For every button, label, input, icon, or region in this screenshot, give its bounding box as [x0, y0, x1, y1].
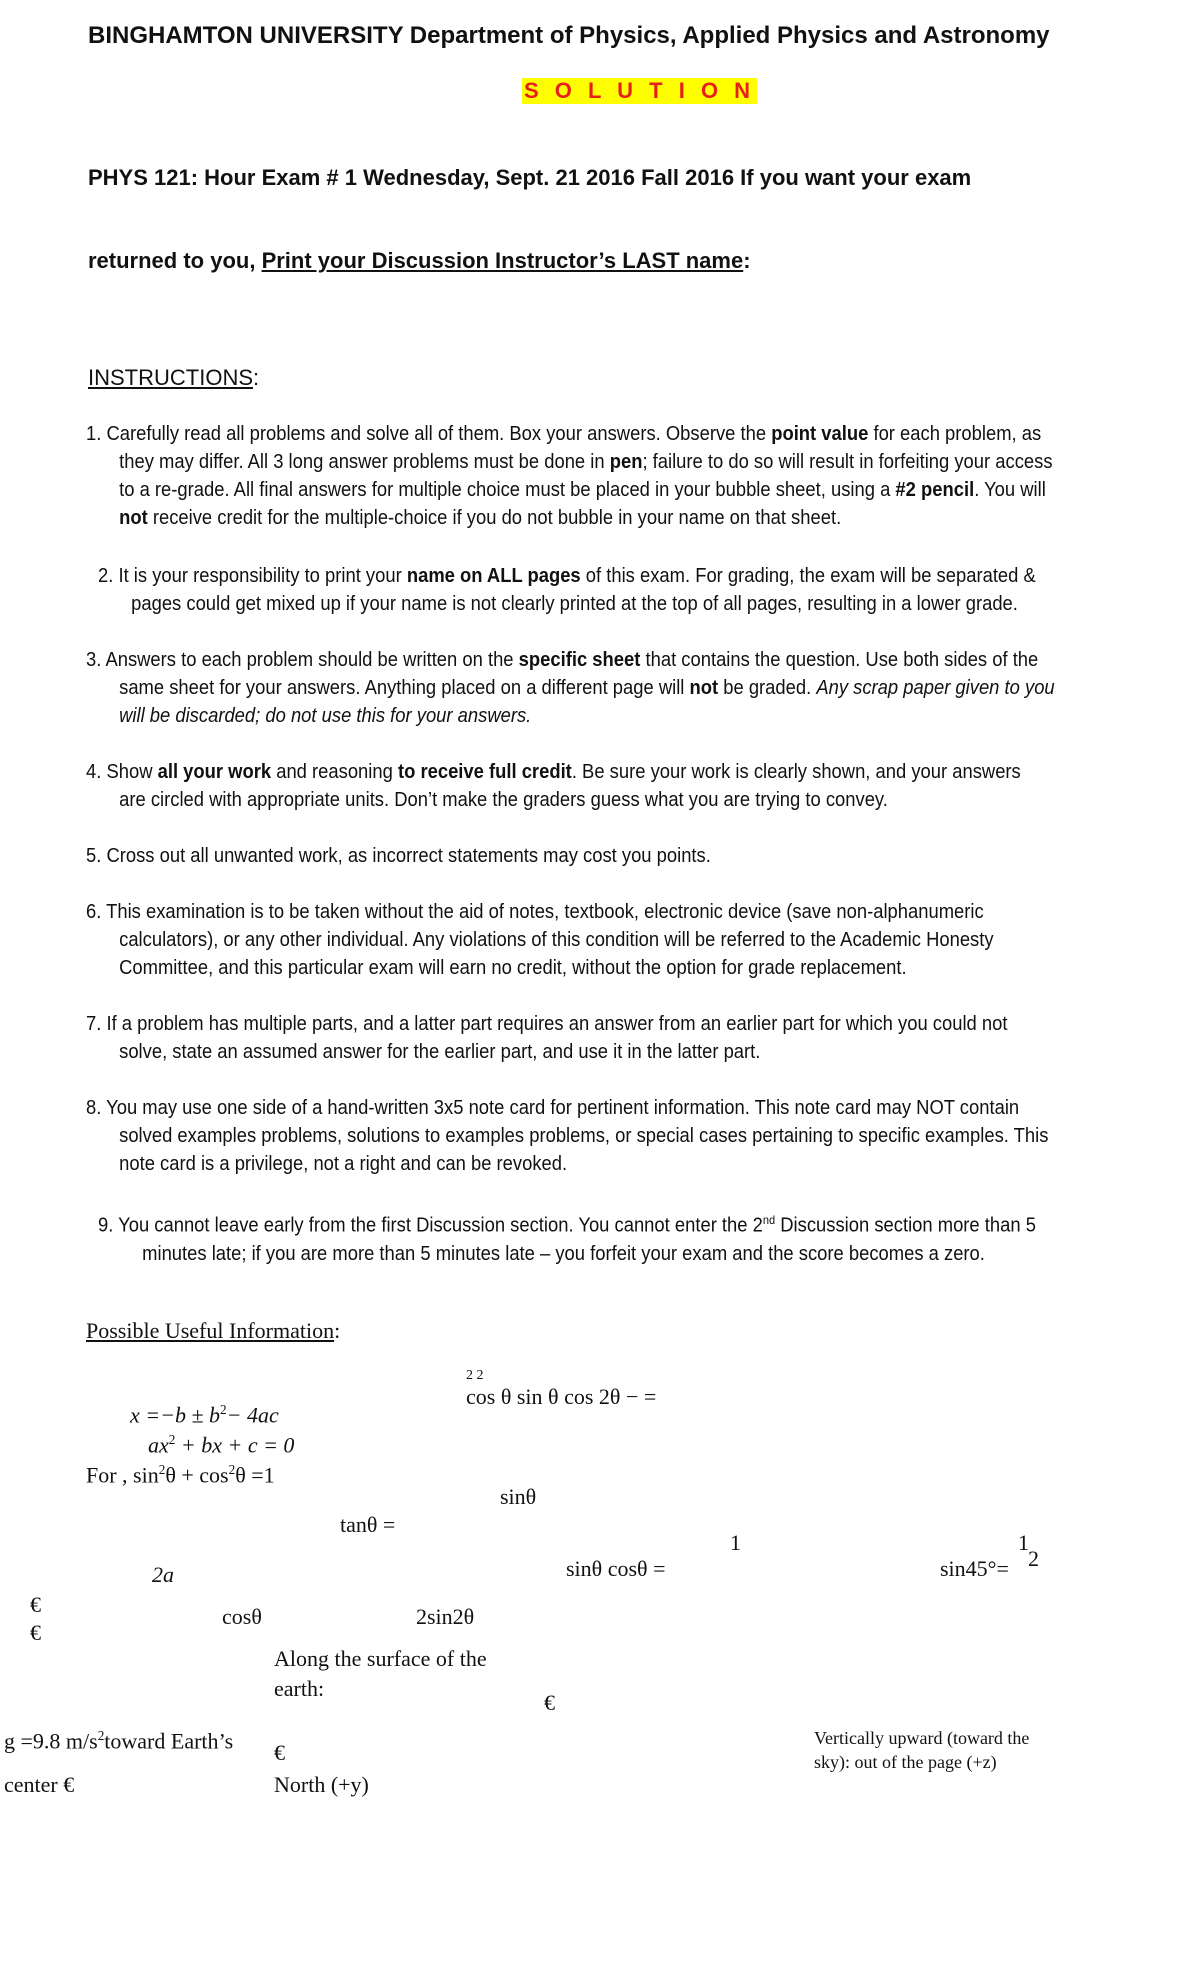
instruction-item-7: 7. If a problem has multiple parts, and a latter part requires an answer from an earlier part for which you could not solve, state an assumed answer for the earlier part, and use it in the latter part.	[86, 1013, 1008, 1063]
sin-cos-product: sinθ cosθ =	[566, 1556, 666, 1581]
instructor-name-prompt: Print your Discussion Instructor’s LAST name	[261, 248, 744, 273]
cos-double-angle-identity: cos θ sin θ cos 2θ − =	[466, 1384, 657, 1409]
instruction-item-2: 2. It is your responsibility to print your name on ALL pages of this exam. For grading, the exam will be separated & pages could get mixed up if your name is not clearly printed at the top of all pages, resulting in a lower grade.	[98, 565, 1036, 615]
returned-prefix: returned to you,	[88, 248, 262, 273]
euro-glyph-4: €	[274, 1740, 285, 1765]
returned-line	[88, 248, 751, 274]
vertical-direction-1: Vertically upward (toward the	[814, 1728, 1030, 1748]
euro-glyph-1: €	[30, 1592, 41, 1617]
denominator-2a: 2a	[152, 1562, 174, 1587]
cos-theta: cosθ	[222, 1604, 262, 1629]
useful-info-title: Possible Useful Information:	[86, 1318, 341, 1343]
exam-title-line: PHYS 121: Hour Exam # 1 Wednesday, Sept. 21 2016 Fall 2016 If you want your exam	[88, 165, 972, 190]
center-label: center €	[4, 1772, 75, 1797]
returned-suffix: :	[743, 248, 751, 273]
numerator-one-half: 1	[1018, 1530, 1029, 1555]
tan-theta: tanθ =	[340, 1512, 396, 1537]
instruction-item-8: 8. You may use one side of a hand-written 3x5 note card for pertinent information. This note card may NOT contain solved examples problems, solutions to examples problems, or special cases pertaining to specific examples. This note card is a privilege, not a right and can be revoked.	[86, 1097, 1049, 1175]
pythagorean-identity: For , $\sin^2\theta + \cos^2\theta =1$	[86, 1462, 275, 1488]
instruction-item-5: 5. Cross out all unwanted work, as incorrect statements may cost you points.	[86, 845, 711, 867]
vertical-direction-2: sky): out of the page (+z)	[814, 1752, 997, 1772]
identity-superscripts: 2 2	[466, 1368, 484, 1383]
euro-glyph-2: €	[30, 1620, 41, 1645]
university-heading: BINGHAMTON UNIVERSITY Department of Physics, Applied Physics and Astronomy	[88, 22, 1050, 49]
sin45: sin45°=	[940, 1556, 1009, 1581]
instruction-item-9: 9. You cannot leave early from the first Discussion section. You cannot enter the 2nd Discussion section more than 5 minutes late; if you are more than 5 minutes late – you forfeit your exam and the score becomes a zero.	[98, 1213, 1036, 1265]
surface-label-2: earth:	[274, 1676, 325, 1701]
instructions-title-colon: :	[253, 365, 260, 390]
north-direction: North (+y)	[274, 1772, 369, 1797]
instruction-item-4: 4. Show all your work and reasoning to receive full credit. Be sure your work is clearly shown, and your answers are circled with appropriate units. Don’t make the graders guess what you are trying to convey.	[86, 761, 1021, 811]
gravity-value: g =9.8 $m/s^2toward$ Earth’s	[4, 1728, 234, 1754]
two-sin-two-theta: 2sin2θ	[416, 1604, 475, 1629]
quadratic-equation: $ax^2$ + bx + c = 0	[148, 1432, 295, 1458]
sin-theta: sinθ	[500, 1484, 537, 1509]
instructions-title-text: INSTRUCTIONS	[88, 365, 253, 390]
euro-glyph-3: €	[544, 1690, 555, 1715]
instruction-item-3: 3. Answers to each problem should be written on the specific sheet that contains the question. Use both sides of the same sheet for your answers. Anything placed on a different page will not be graded. Any scrap paper given to you will be discarded; do not use this for your answers.	[86, 649, 1055, 727]
numerator-one: 1	[730, 1530, 741, 1555]
instructions-title	[88, 365, 259, 391]
surface-label-1: Along the surface of the	[274, 1646, 487, 1671]
quadratic-formula-top: $x =-b \pm b^2- 4ac$	[130, 1402, 279, 1428]
instruction-item-6: 6. This examination is to be taken without the aid of notes, textbook, electronic device (save non-alphanumeric calculators), or any other individual. Any violations of this condition will be referred to the Academic Honesty Committee, and this particular exam will earn no credit, without the option for grade replacement.	[86, 901, 994, 979]
instruction-item-1: 1. Carefully read all problems and solve all of them. Box your answers. Observe the point value for each problem, as they may differ. All 3 long answer problems must be done in pen; failure to do so will result in forfeiting your access to a re-grade. All final answers for multiple choice must be placed in your bubble sheet, using a #2 pencil. You will not receive credit for the multiple-choice if you do not bubble in your name on that sheet.	[86, 423, 1053, 529]
denominator-two: 2	[1028, 1546, 1039, 1571]
solution-banner: S O L U T I O N	[524, 78, 756, 103]
